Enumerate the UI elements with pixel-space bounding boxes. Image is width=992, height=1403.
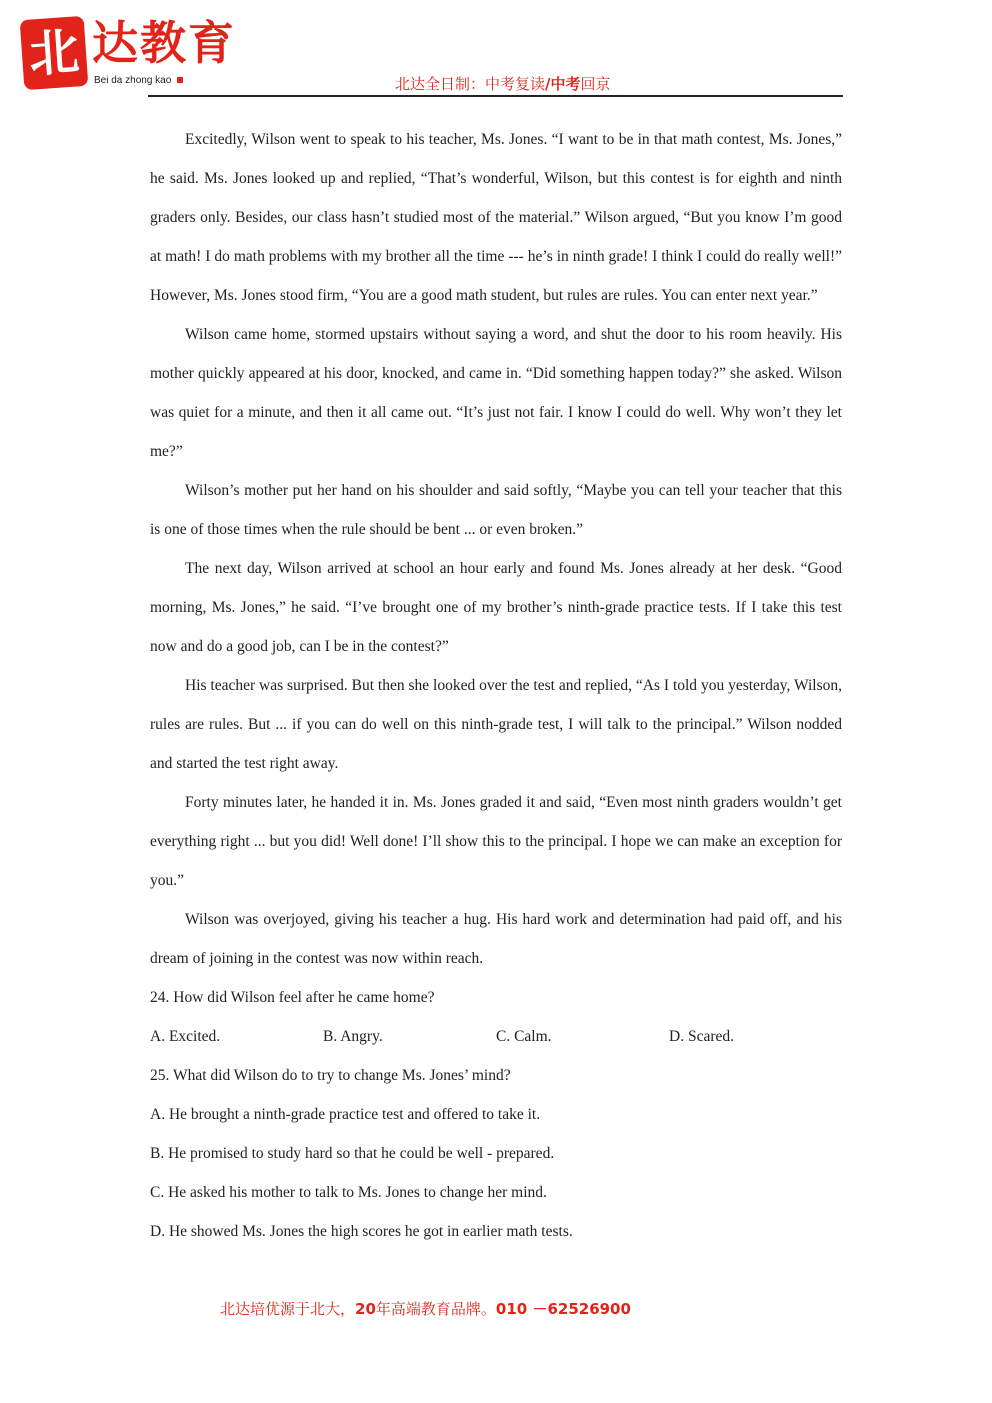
paragraph-4: The next day, Wilson arrived at school an hour early and found Ms. Jones already at her desk. “Good morning, Ms. Jones,” he said. “I’ve brought one of my brother’s ninth-grade practice tests. If I take this test now and do a good job, can I be in the contest?”	[150, 560, 842, 655]
q25-option-b: B. He promised to study hard so that he could be well - prepared.	[150, 1145, 555, 1162]
paragraph-3: Wilson’s mother put her hand on his shoulder and said softly, “Maybe you can tell your teacher that this is one of those times when the rule should be bent ... or even broken.”	[150, 482, 842, 538]
reading-passage	[150, 120, 842, 1251]
logo-square-icon	[177, 77, 183, 83]
tagline-part1: 北达全日制：中考复读	[395, 75, 546, 93]
paragraph-2: Wilson came home, stormed upstairs without saying a word, and shut the door to his room heavily. His mother quickly appeared at his door, knocked, and came in. “Did something happen today?” she asked. Wilson was quiet for a minute, and then it all came out. “It’s just not fair. I know I could do well. Why won’t they let me?”	[150, 326, 842, 460]
footer-phone: 010 －62526900	[495, 1300, 631, 1318]
footer-part2: 20	[355, 1300, 376, 1318]
tagline-part3: 回京	[580, 75, 611, 93]
header-tagline	[395, 73, 611, 94]
q24-option-d: D. Scared.	[669, 1028, 734, 1045]
footer-part3: 年高端教育品牌。	[375, 1300, 496, 1318]
paragraph-6: Forty minutes later, he handed it in. Ms. Jones graded it and said, “Even most ninth graders wouldn’t get everything right ... but you did! Well done! I’ll show this to the principal. I hope we can make an exception for you.”	[150, 794, 842, 889]
logo-pinyin-text: Bei da zhong kao	[94, 75, 172, 86]
logo-name: 达教育	[92, 16, 236, 70]
paragraph-7: Wilson was overjoyed, giving his teacher a hug. His hard work and determination had paid off, and his dream of joining in the contest was now within reach.	[150, 911, 842, 967]
q25-option-c: C. He asked his mother to talk to Ms. Jones to change her mind.	[150, 1184, 547, 1201]
q25-option-d: D. He showed Ms. Jones the high scores he got in earlier math tests.	[150, 1223, 573, 1240]
header-divider	[148, 95, 843, 97]
question-25: 25. What did Wilson do to try to change Ms. Jones’ mind?	[150, 1067, 511, 1084]
q24-option-b: B. Angry.	[323, 1028, 383, 1045]
question-24: 24. How did Wilson feel after he came home?	[150, 989, 435, 1006]
paragraph-1: Excitedly, Wilson went to speak to his teacher, Ms. Jones. “I want to be in that math contest, Ms. Jones,” he said. Ms. Jones looked up and replied, “That’s wonderful, Wilson, but this contest is for eighth and ninth graders only. Besides, our class hasn’t studied most of the material.” Wilson argued, “But you know I’m good at math! I do math problems with my brother all the time --- he’s in ninth grade! I think I could do really well!” However, Ms. Jones stood firm, “You are a good math student, but rules are rules. You can enter next year.”	[150, 131, 842, 304]
footer-slogan	[220, 1298, 631, 1319]
brand-logo	[22, 18, 262, 94]
tagline-part2: /中考	[545, 75, 581, 93]
q24-option-a: A. Excited.	[150, 1028, 221, 1045]
logo-seal: 北	[20, 16, 89, 90]
q24-option-c: C. Calm.	[496, 1028, 552, 1045]
footer-part1: 北达培优源于北大，	[220, 1300, 356, 1318]
logo-pinyin	[94, 75, 183, 86]
question-24-options	[150, 1017, 842, 1056]
paragraph-5: His teacher was surprised. But then she looked over the test and replied, “As I told you yesterday, Wilson, rules are rules. But ... if you can do well on this ninth-grade test, I will talk to the principal.” Wilson nodded and started the test right away.	[150, 677, 842, 772]
q25-option-a: A. He brought a ninth-grade practice test and offered to take it.	[150, 1106, 541, 1123]
